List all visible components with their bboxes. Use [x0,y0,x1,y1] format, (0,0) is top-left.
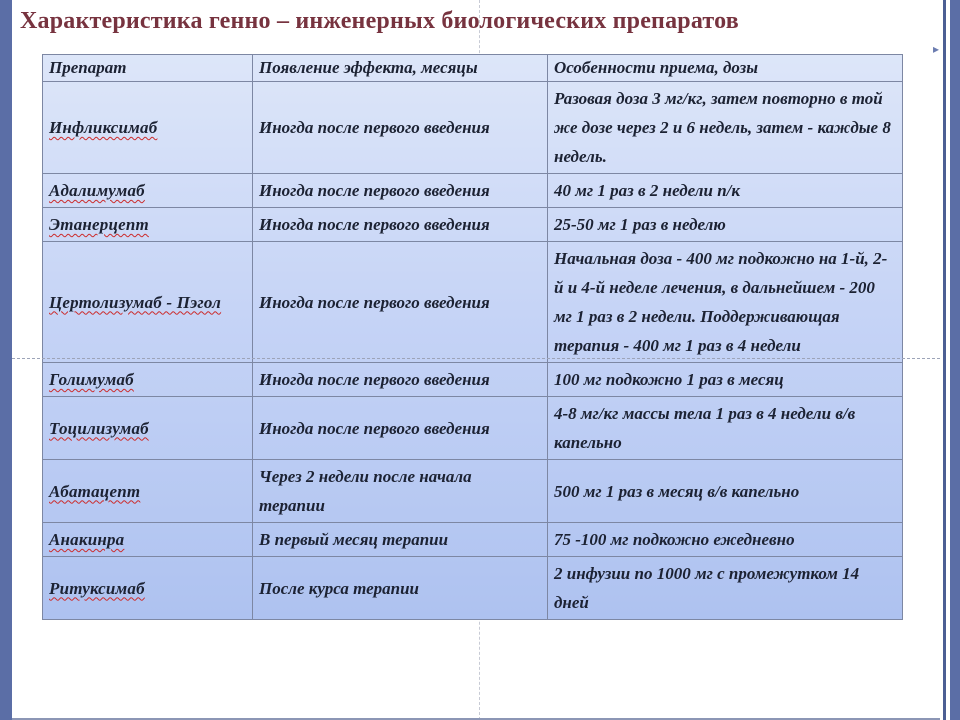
dose-info: 4-8 мг/кг массы тела 1 раз в 4 недели в/в капельно [548,397,903,460]
effect-onset: Иногда после первого введения [253,363,548,397]
table-row [43,174,903,208]
header-drug: Препарат [43,55,253,82]
table-row [43,208,903,242]
drug-name-text: Этанерцепт [49,215,149,234]
effect-onset: В первый месяц терапии [253,523,548,557]
drug-name-text: Ритуксимаб [49,578,145,598]
dose-info: 100 мг подкожно 1 раз в месяц [548,363,903,397]
drug-name [43,242,253,363]
slide-frame-rule [943,0,946,720]
drug-name [43,174,253,208]
drug-name-text: Тоцилизумаб [49,418,149,438]
drug-name-text: Инфликсимаб [49,118,158,137]
effect-onset: Иногда после первого введения [253,174,548,208]
horizontal-guide-line [12,358,940,359]
dose-info: 75 -100 мг подкожно ежедневно [548,523,903,557]
drug-name [43,82,253,174]
dose-info: 40 мг 1 раз в 2 недели п/к [548,174,903,208]
effect-onset: Иногда после первого введения [253,82,548,174]
slide-title: Характеристика генно – инженерных биологических препаратов [20,8,739,34]
dose-info: Начальная доза - 400 мг подкожно на 1-й, 2-й и 4-й неделе лечения, в дальнейшем - 200 мг 1 раз в 2 недели. Поддерживающая терапия - 400 мг 1 раз в 4 недели [548,242,903,363]
effect-onset: Иногда после первого введения [253,242,548,363]
table-row [43,82,903,174]
table-row [43,363,903,397]
dose-info: 25-50 мг 1 раз в неделю [548,208,903,242]
bullet-icon: ▸ [932,42,940,56]
slide-frame-right [950,0,960,720]
drug-name-text: Цертолизумаб - Пэгол [49,292,222,312]
drug-name [43,208,253,242]
drug-name [43,397,253,460]
drug-name-text: Голимумаб [49,370,134,389]
table-row [43,242,903,363]
drug-name-text: Абатацепт [49,481,141,501]
drug-name-text: Анакинра [49,530,125,549]
drug-name [43,363,253,397]
table-row [43,460,903,523]
drug-name [43,523,253,557]
drug-table [42,54,903,620]
table-row [43,557,903,620]
drug-name [43,460,253,523]
table-row [43,523,903,557]
slide-frame-left [0,0,12,720]
drug-name [43,557,253,620]
effect-onset: Иногда после первого введения [253,397,548,460]
effect-onset: Через 2 недели после начала терапии [253,460,548,523]
effect-onset: После курса терапии [253,557,548,620]
table-row [43,397,903,460]
drug-name-text: Адалимумаб [49,181,145,200]
dose-info: Разовая доза 3 мг/кг, затем повторно в той же дозе через 2 и 6 недель, затем - каждые 8 недель. [548,82,903,174]
dose-info: 2 инфузии по 1000 мг с промежутком 14 дней [548,557,903,620]
effect-onset: Иногда после первого введения [253,208,548,242]
dose-info: 500 мг 1 раз в месяц в/в капельно [548,460,903,523]
table-header-row [43,55,903,82]
header-onset: Появление эффекта, месяцы [253,55,548,82]
header-dose: Особенности приема, дозы [548,55,903,82]
